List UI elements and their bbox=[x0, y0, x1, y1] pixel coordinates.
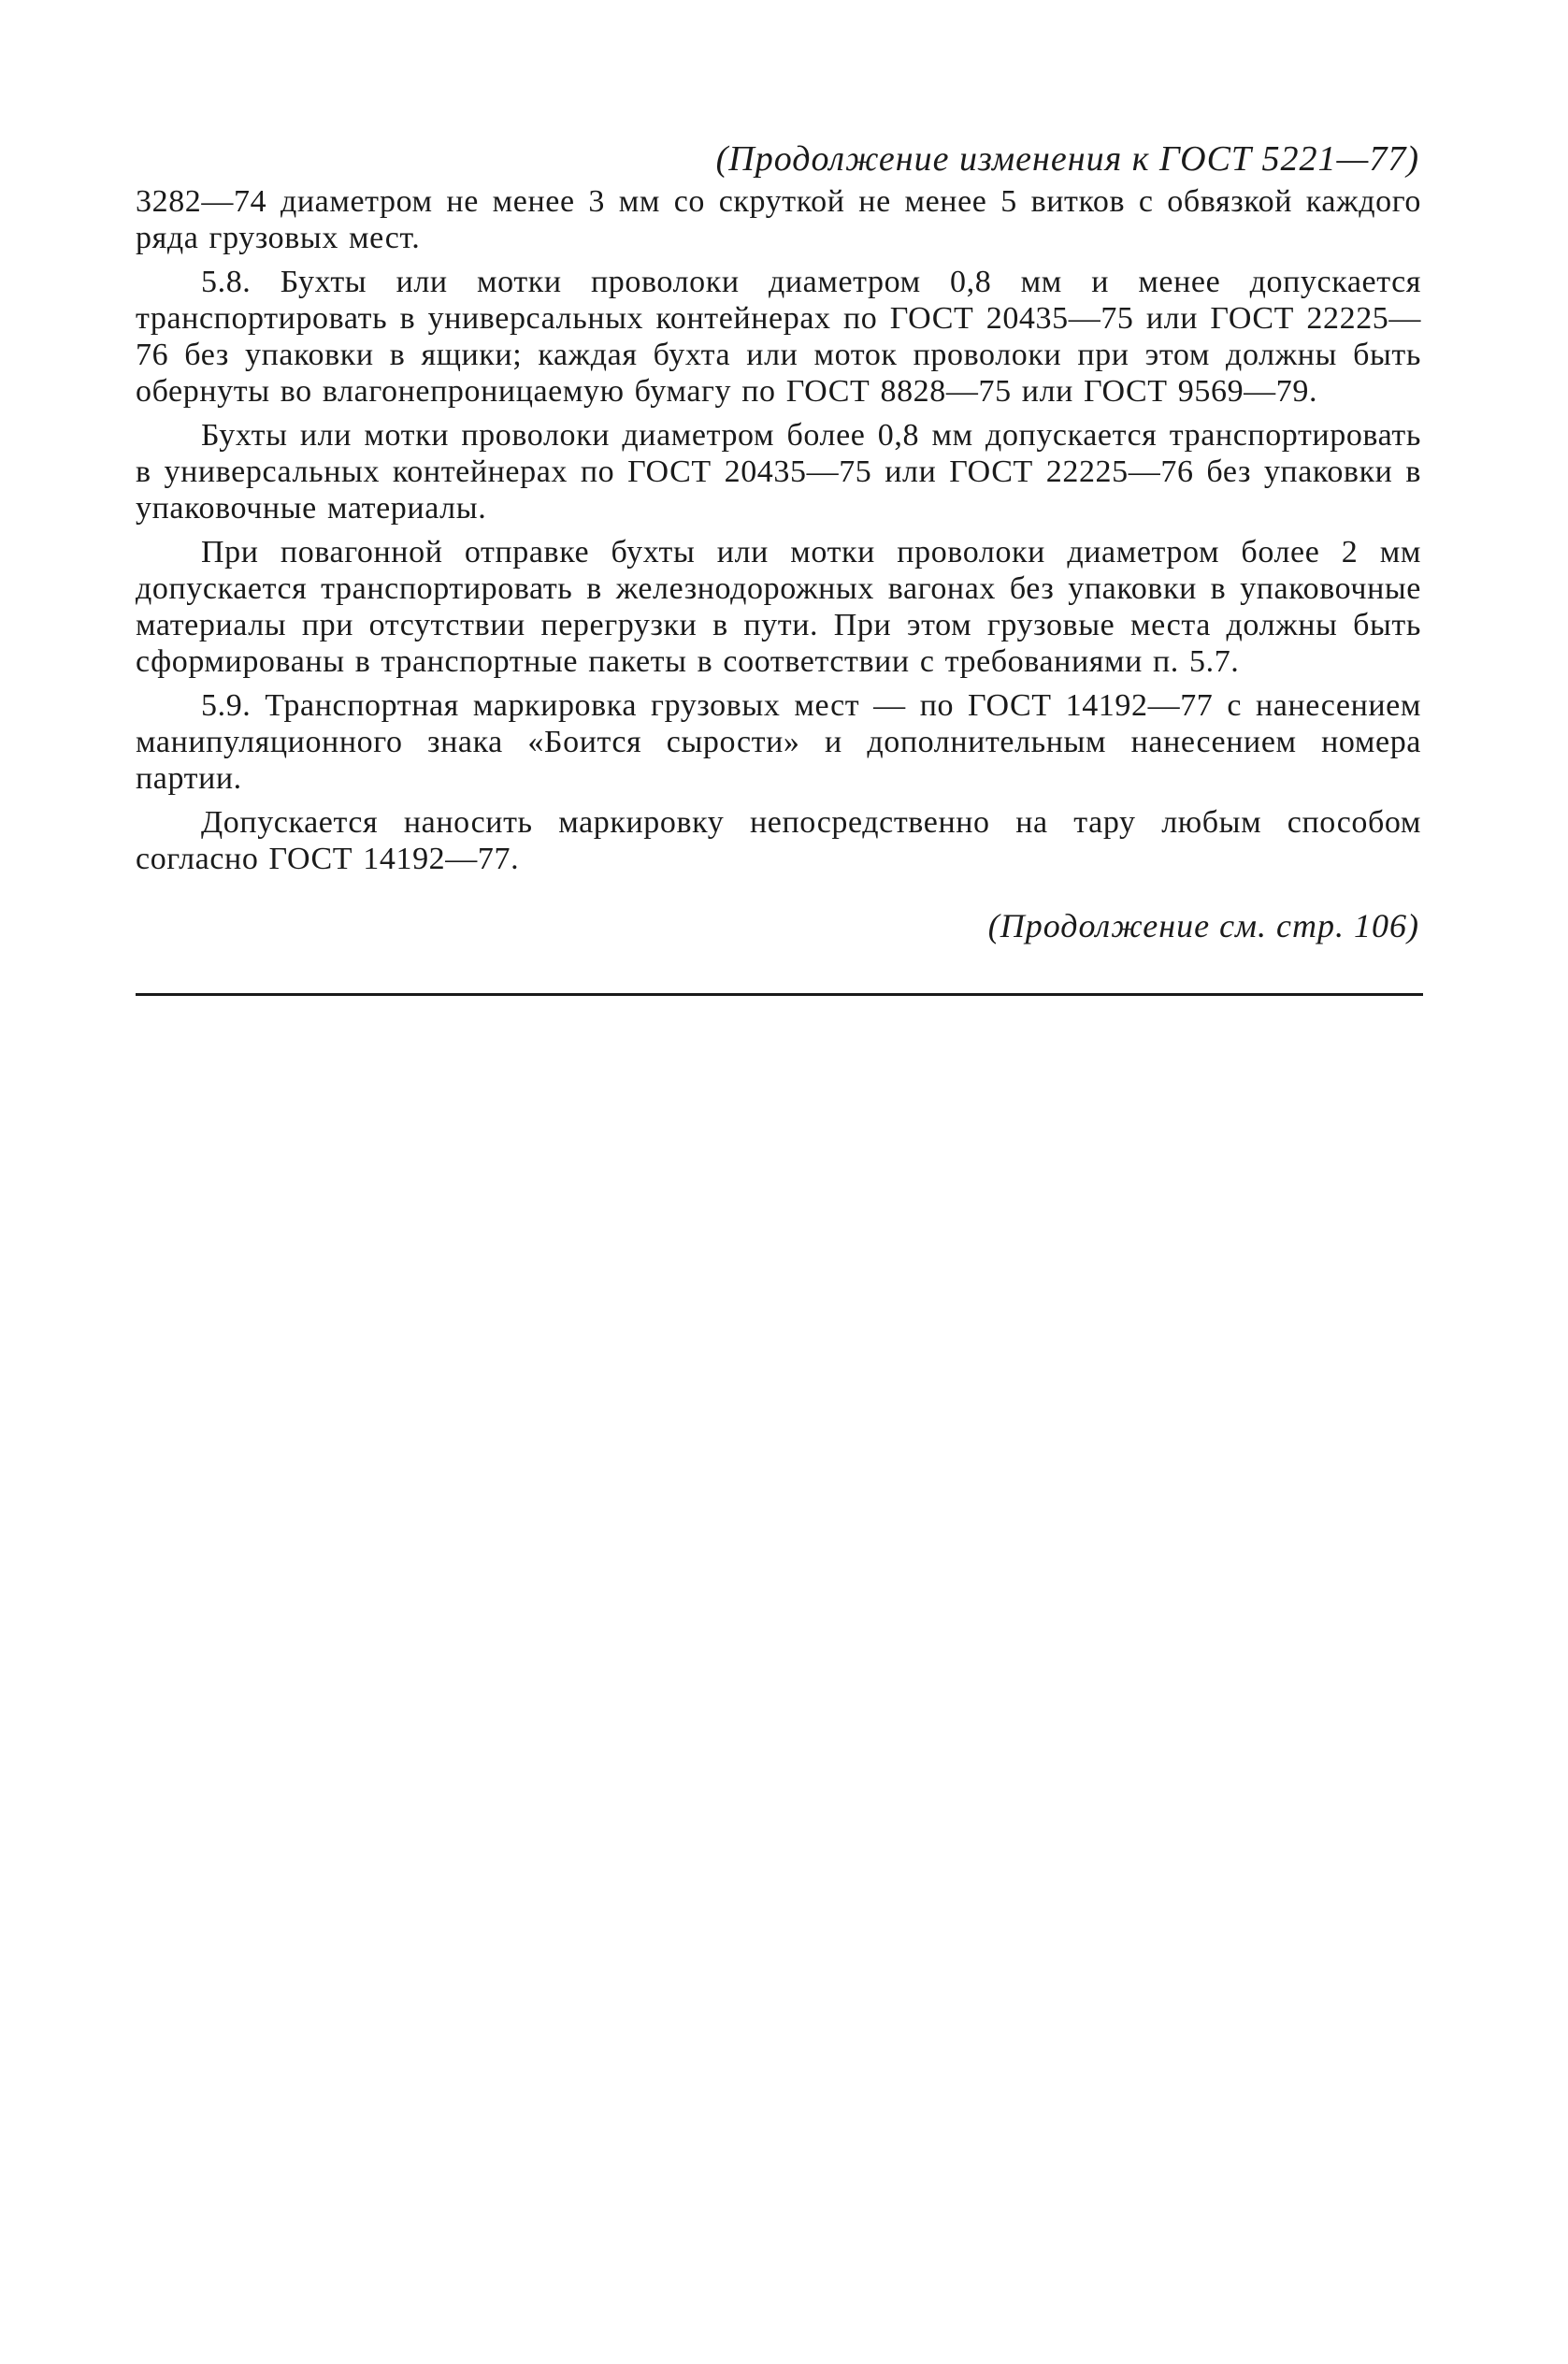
paragraph-coils-over-0-8: Бухты или мотки проволоки диаметром более 0,8 мм допускается транспортировать в универсальных контейнерах по ГОСТ 20435—75 или ГОСТ 22225—76 без упаковки в упаковочные материалы. bbox=[136, 418, 1421, 526]
paragraph-wagon-shipment: При повагонной отправке бухты или мотки проволоки диаметром более 2 мм допускается транспортировать в железнодорожных вагонах без упаковки в упаковочные материалы при отсутствии перегрузки в пути. При этом грузовые места должны быть сформированы в транспортные пакеты в соответствии с требованиями п. 5.7. bbox=[136, 535, 1421, 679]
paragraph-5-8: 5.8. Бухты или мотки проволоки диаметром 0,8 мм и менее допускается транспортировать в универсальных контейнерах по ГОСТ 20435—75 или ГОСТ 22225—76 без упаковки в ящики; каждая бухта или моток проволоки при этом должны быть обернуты во влагонепроницаемую бумагу по ГОСТ 8828—75 или ГОСТ 9569—79. bbox=[136, 265, 1421, 409]
document-page bbox=[136, 140, 1421, 944]
paragraph-marking: Допускается наносить маркировку непосредственно на тару любым способом согласно ГОСТ 14192—77. bbox=[136, 805, 1421, 876]
continuation-note: (Продолжение см. стр. 106) bbox=[987, 907, 1419, 944]
paragraph-continuation: 3282—74 диаметром не менее 3 мм со скруткой не менее 5 витков с обвязкой каждого ряда грузовых мест. bbox=[136, 184, 1421, 255]
page-header: (Продолжение изменения к ГОСТ 5221—77) bbox=[715, 139, 1419, 179]
paragraph-5-9: 5.9. Транспортная маркировка грузовых мест — по ГОСТ 14192—77 с нанесением манипуляционного знака «Боится сырости» и дополнительным нанесением номера партии. bbox=[136, 688, 1421, 796]
horizontal-rule bbox=[136, 993, 1423, 996]
